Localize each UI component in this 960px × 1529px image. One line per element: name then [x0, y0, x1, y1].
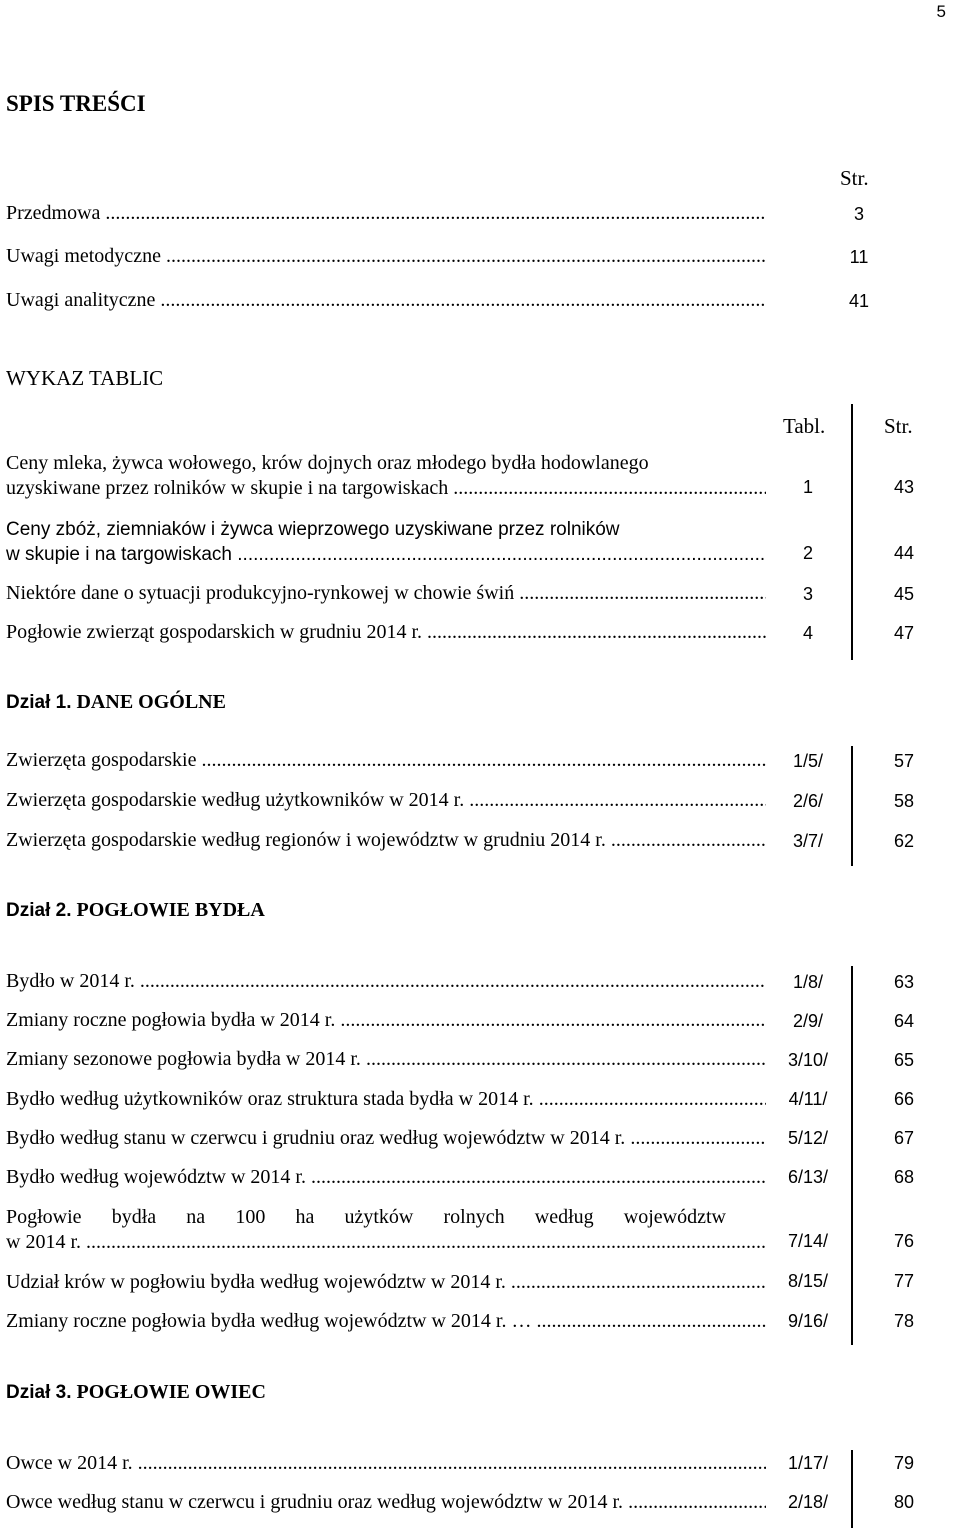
entry-label: Bydło według stanu w czerwcu i grudniu oraz według województw w 2014 r.: [6, 1127, 626, 1149]
section-name: POGŁOWIE OWIEC: [76, 1381, 266, 1403]
entry-tabl: 3/10/: [787, 1050, 829, 1070]
section-heading-dzial-3: [6, 1381, 266, 1404]
str-header: Str.: [884, 414, 913, 438]
word: województw: [623, 1206, 726, 1228]
toc-entry[interactable]: [6, 1165, 766, 1190]
entry-label-line1: Ceny mleka, żywca wołowego, krów dojnych oraz młodego bydła hodowlanego: [6, 452, 649, 474]
entry-label: Uwagi metodyczne: [6, 245, 161, 267]
toc-entry[interactable]: [6, 1309, 766, 1334]
toc-entry[interactable]: [6, 1087, 766, 1112]
entry-label: Zmiany sezonowe pogłowia bydła w 2014 r.: [6, 1048, 361, 1070]
entry-tabl: 9/16/: [787, 1311, 829, 1331]
toc-entry-przedmowa[interactable]: [6, 201, 766, 226]
entry-page: 11: [849, 247, 869, 267]
entry-page: 77: [893, 1271, 915, 1291]
entry-page: 64: [893, 1011, 915, 1031]
tabl-header: Tabl.: [783, 414, 826, 438]
entry-label-line1: [6, 1205, 726, 1230]
toc-entry-tabl-2[interactable]: [6, 517, 766, 567]
entry-tabl: 1/8/: [792, 972, 824, 992]
entry-page: 66: [893, 1089, 915, 1109]
entry-page: 67: [893, 1128, 915, 1148]
toc-entry-uwagi-analityczne[interactable]: [6, 288, 766, 313]
entry-page: 58: [893, 791, 915, 811]
wykaz-title: WYKAZ TABLIC: [6, 366, 164, 390]
column-divider: [851, 1450, 853, 1528]
entry-page: 44: [893, 543, 915, 563]
toc-entry[interactable]: [6, 1008, 766, 1033]
section-heading-dzial-1: [6, 691, 226, 714]
entry-tabl: 2: [802, 543, 813, 563]
entry-label: Bydło według województw w 2014 r.: [6, 1166, 306, 1188]
section-name: POGŁOWIE BYDŁA: [76, 899, 265, 921]
entry-label: Udział krów w pogłowiu bydła według województw w 2014 r.: [6, 1271, 506, 1293]
toc-entry-tabl-1[interactable]: [6, 451, 766, 501]
entry-label-line1: Ceny zbóż, ziemniaków i żywca wieprzowego uzyskiwane przez rolników: [6, 519, 620, 540]
toc-entry[interactable]: [6, 828, 766, 853]
page-number: 5: [936, 2, 946, 21]
entry-label: Zmiany roczne pogłowia bydła w 2014 r.: [6, 1009, 336, 1031]
section-prefix: Dział 3.: [6, 1382, 72, 1403]
entry-tabl: 4: [802, 623, 813, 643]
section-prefix: Dział 1.: [6, 692, 72, 713]
entry-page: 62: [893, 831, 915, 851]
entry-tabl: 8/15/: [787, 1271, 829, 1291]
entry-tabl: 2/9/: [792, 1011, 824, 1031]
word: ha: [295, 1206, 315, 1228]
entry-tabl: 7/14/: [787, 1231, 829, 1251]
toc-entry[interactable]: [6, 1490, 766, 1515]
section-prefix: Dział 2.: [6, 900, 72, 921]
entry-label: Owce według stanu w czerwcu i grudniu oraz według województw w 2014 r.: [6, 1491, 624, 1513]
entry-page: 63: [893, 972, 915, 992]
entry-page: 80: [893, 1492, 915, 1512]
word: bydła: [111, 1206, 157, 1228]
entry-tabl: 1/17/: [787, 1453, 829, 1473]
entry-tabl: 5/12/: [787, 1128, 829, 1148]
entry-label-line2: uzyskiwane przez rolników w skupie i na targowiskach: [6, 477, 449, 499]
page-title: SPIS TREŚCI: [6, 91, 146, 116]
toc-entry-tabl-3[interactable]: [6, 581, 766, 606]
entry-label: Owce w 2014 r.: [6, 1452, 133, 1474]
toc-entry[interactable]: [6, 788, 766, 813]
entry-label: Zmiany roczne pogłowia bydła według województw w 2014 r. …: [6, 1310, 532, 1332]
entry-page: 65: [893, 1050, 915, 1070]
entry-label: Przedmowa: [6, 202, 101, 224]
entry-tabl: 4/11/: [788, 1089, 828, 1109]
entry-label: Niektóre dane o sytuacji produkcyjno-rynkowej w chowie świń: [6, 582, 515, 604]
toc-entry[interactable]: [6, 1270, 766, 1295]
entry-page: 47: [893, 623, 915, 643]
toc-entry-uwagi-metodyczne[interactable]: [6, 244, 766, 269]
entry-label-line2: w 2014 r.: [6, 1231, 81, 1253]
word: 100: [235, 1206, 266, 1228]
column-divider: [851, 404, 853, 660]
entry-tabl: 3/7/: [792, 831, 824, 851]
entry-label: Pogłowie zwierząt gospodarskich w grudniu 2014 r.: [6, 621, 423, 643]
toc-entry[interactable]: [6, 1205, 766, 1255]
entry-label: Uwagi analityczne: [6, 289, 156, 311]
word: według: [534, 1206, 594, 1228]
entry-page: 43: [893, 477, 915, 497]
entry-tabl: 3: [802, 584, 813, 604]
toc-entry[interactable]: [6, 969, 766, 994]
toc-entry[interactable]: [6, 748, 766, 773]
entry-page: 68: [893, 1167, 915, 1187]
entry-page: 3: [853, 204, 864, 224]
entry-tabl: 6/13/: [787, 1167, 829, 1187]
word: użytków: [344, 1206, 414, 1228]
toc-entry-tabl-4[interactable]: [6, 620, 766, 645]
word: rolnych: [443, 1206, 505, 1228]
entry-page: 78: [893, 1311, 915, 1331]
entry-page: 41: [848, 291, 870, 311]
intro-str-header: Str.: [840, 166, 869, 190]
column-divider: [851, 746, 853, 866]
toc-entry[interactable]: [6, 1047, 766, 1072]
entry-tabl: 1/5/: [792, 751, 824, 771]
entry-label-line2: w skupie i na targowiskach: [6, 544, 232, 565]
entry-page: 79: [893, 1453, 915, 1473]
entry-label: Zwierzęta gospodarskie: [6, 749, 197, 771]
entry-tabl: 2/6/: [792, 791, 824, 811]
entry-tabl: 1: [802, 477, 813, 497]
entry-label: Bydło w 2014 r.: [6, 970, 135, 992]
entry-page: 57: [893, 751, 915, 771]
entry-page: 76: [893, 1231, 915, 1251]
entry-page: 45: [893, 584, 915, 604]
toc-entry[interactable]: [6, 1451, 766, 1476]
entry-label: Bydło według użytkowników oraz struktura stada bydła w 2014 r.: [6, 1088, 534, 1110]
section-name: DANE OGÓLNE: [76, 691, 226, 713]
toc-entry[interactable]: [6, 1126, 766, 1151]
entry-label: Zwierzęta gospodarskie według użytkowników w 2014 r.: [6, 789, 465, 811]
entry-label: Zwierzęta gospodarskie według regionów i województw w grudniu 2014 r.: [6, 829, 606, 851]
section-heading-dzial-2: [6, 899, 265, 922]
word: na: [186, 1206, 206, 1228]
column-divider: [851, 966, 853, 1345]
entry-tabl: 2/18/: [787, 1492, 829, 1512]
word: Pogłowie: [6, 1206, 82, 1228]
